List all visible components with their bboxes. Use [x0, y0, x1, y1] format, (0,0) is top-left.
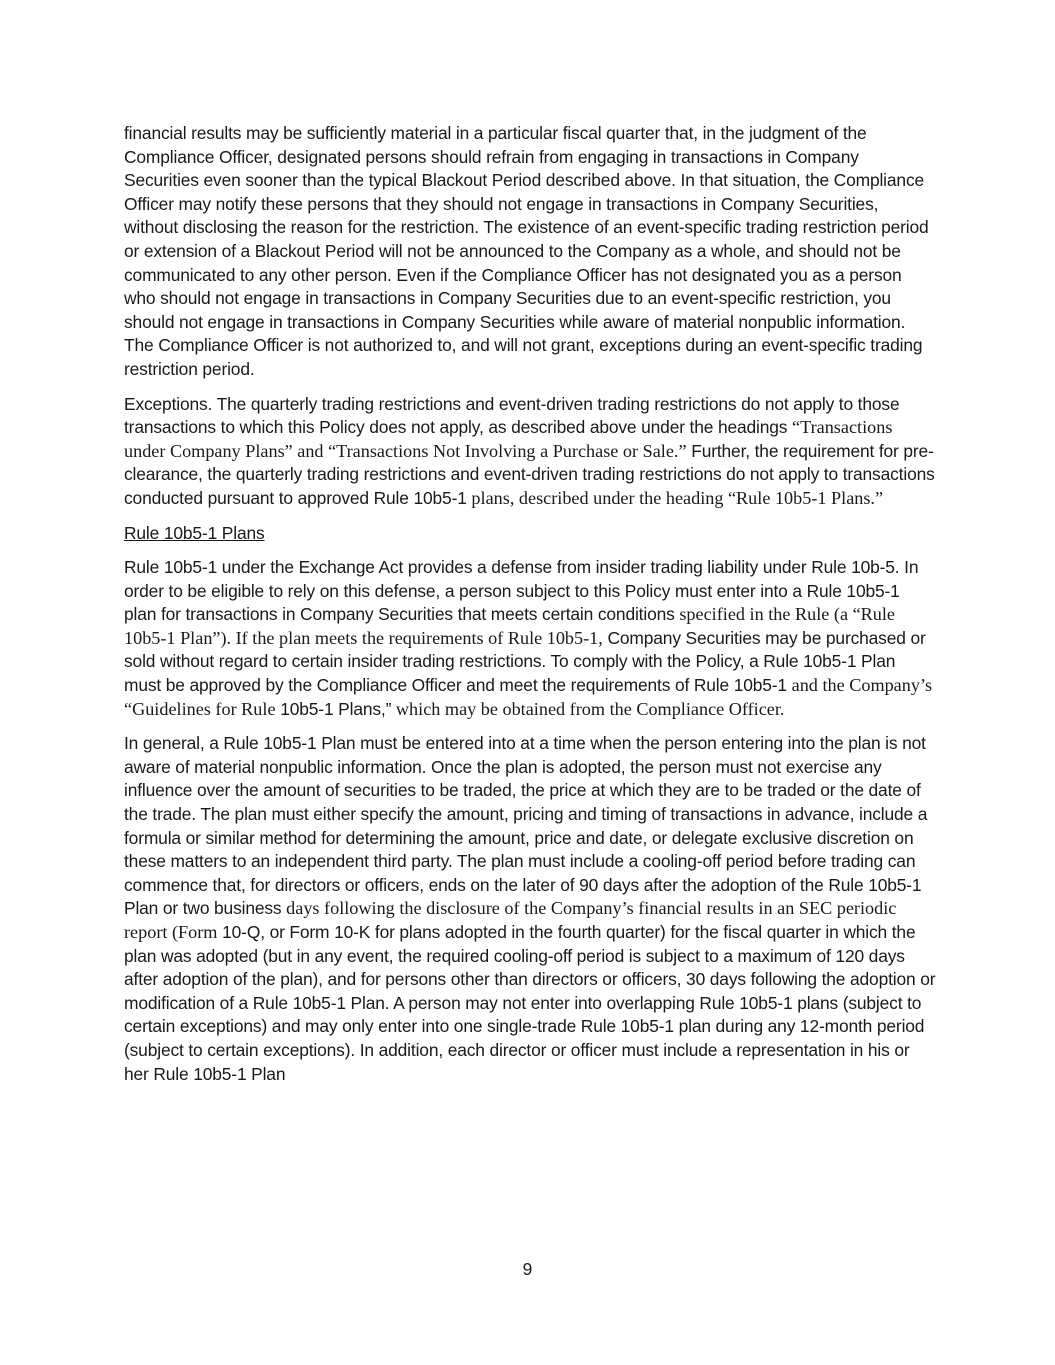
- paragraph-defense-text-5: 10b5-1 Plans,”: [280, 698, 392, 719]
- paragraph-exceptions: [124, 393, 936, 511]
- paragraph-defense-text-6: which may be obtained from the Compliance Officer.: [395, 698, 785, 719]
- page-number: 9: [522, 1259, 533, 1279]
- paragraph-requirements-text-2: days following the disclosure of the Company’s financial results in an SEC periodic report (Form: [124, 898, 897, 942]
- paragraph-plan-requirements: [124, 732, 936, 1086]
- paragraph-exceptions-text-3: Further, the requirement for pre-clearance, the quarterly trading restrictions and event-driven trading restrictions do not apply to transactions conducted pursuant to approved Rule 10b5-1: [124, 440, 935, 508]
- paragraph-event-specific-restrictions: financial results may be sufficiently material in a particular fiscal quarter that, in the judgment of the Compliance Officer, designated persons should refrain from engaging in transactions in Company Securities even sooner than the typical Blackout Period described above. In that situation, the Compliance Officer may notify these persons that they should not engage in transactions in Company Securities, without disclosing the reason for the restriction. The existence of an event-specific trading restriction period or extension of a Blackout Period will not be announced to the Company as a whole, and should not be communicated to any other person. Even if the Compliance Officer has not designated you as a person who should not engage in transactions in Company Securities due to an event-specific restriction, you should not engage in transactions in Company Securities while aware of material nonpublic information. The Compliance Officer is not authorized to, and will not grant, exceptions during an event-specific trading restriction period.: [124, 123, 929, 379]
- paragraph-defense-text-4: and the Company’s “Guidelines for Rule: [124, 675, 933, 719]
- paragraph-rule-10b5-1-defense: [124, 556, 936, 721]
- paragraph-defense-text-1: Rule 10b5-1 under the Exchange Act provides a defense from insider trading liability under Rule 10b-5. In order to be eligible to rely on this defense, a person subject to this Policy must enter into a Rule 10b5-1 plan for transactions in Company Securities that meets certain conditions: [124, 557, 919, 625]
- paragraph-exceptions-text-2: “Transactions under Company Plans” and “Transactions Not Involving a Purchase or Sale.”: [124, 417, 893, 461]
- paragraph-exceptions-text-4: plans, described under the heading “Rule 10b5-1 Plans.”: [471, 487, 884, 508]
- paragraph-requirements-text-1: In general, a Rule 10b5-1 Plan must be entered into at a time when the person entering into the plan is not aware of material nonpublic information. Once the plan is adopted, the person must not exercise any influence over the amount of securities to be traded, the price at which they are to be traded or the date of the trade. The plan must either specify the amount, pricing and timing of transactions in advance, include a formula or similar method for determining the amount, price and date, or delegate exclusive discretion on these matters to an independent third party. The plan must include a cooling-off period before trading can commence that, for directors or officers, ends on the later of 90 days after the adoption of the Rule 10b5-1 Plan or two business: [124, 733, 928, 919]
- paragraph-defense-text-2: specified in the Rule (a “Rule 10b5-1 Plan”). If the plan meets the requirements of Rule 10b5-1,: [124, 604, 896, 648]
- document-page: [124, 122, 936, 1097]
- section-heading-rule-10b5-1-plans: Rule 10b5-1 Plans: [124, 522, 265, 543]
- paragraph-exceptions-text-1: Exceptions. The quarterly trading restrictions and event-driven trading restrictions do not apply to those transactions to which this Policy does not apply, as described above under the headings: [124, 393, 900, 438]
- paragraph-defense-text-3: Company Securities may be purchased or sold without regard to certain insider trading restrictions. To comply with the Policy, a Rule 10b5-1 Plan must be approved by the Compliance Officer and meet the requirements of Rule 10b5-1: [124, 627, 926, 696]
- paragraph-requirements-text-3: 10-Q, or Form 10-K for plans adopted in the fourth quarter) for the fiscal quarter in which the plan was adopted (but in any event, the required cooling-off period is subject to a maximum of 120 days after adoption of the plan), and for persons other than directors or officers, 30 days following the adoption or modification of a Rule 10b5-1 Plan. A person may not enter into overlapping Rule 10b5-1 plans (subject to certain exceptions) and may only enter into one single-trade Rule 10b5-1 plan during any 12-month period (subject to certain exceptions). In addition, each director or officer must include a representation in his or her Rule 10b5-1 Plan: [124, 922, 936, 1084]
